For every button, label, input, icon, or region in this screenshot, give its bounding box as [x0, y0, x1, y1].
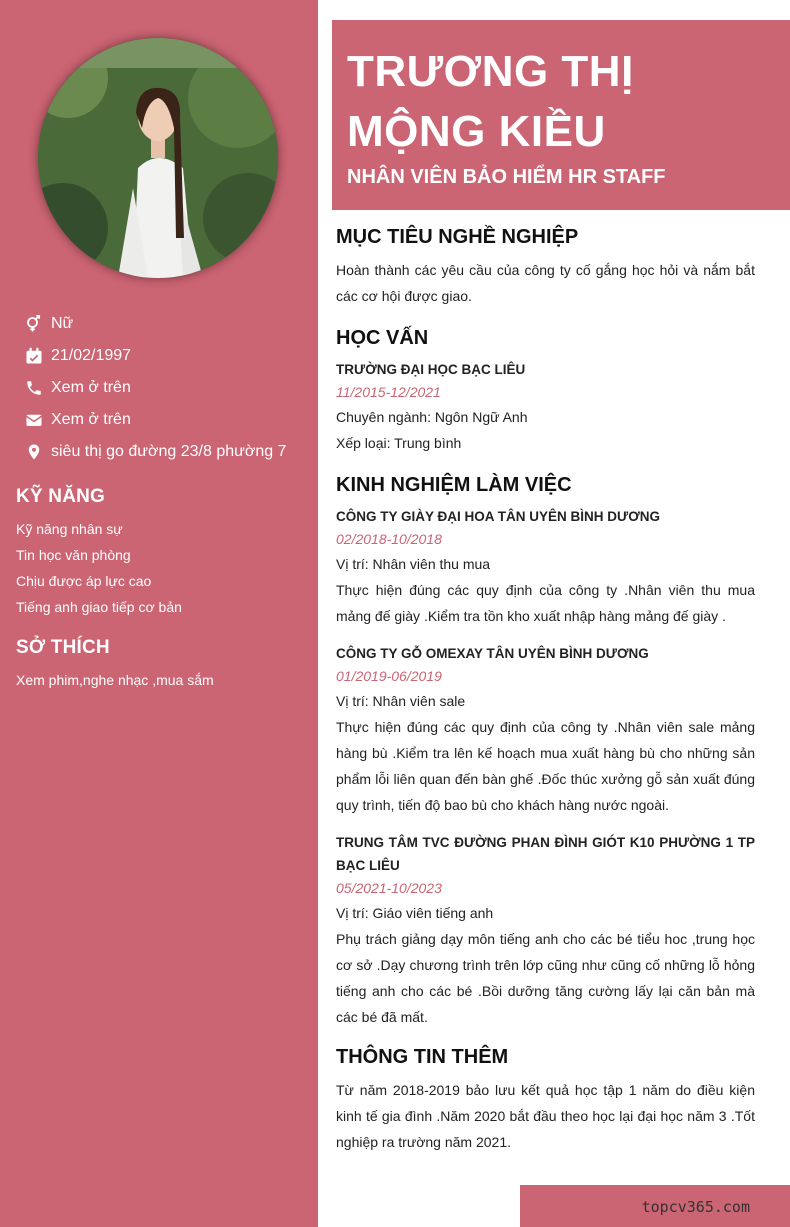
education-section [336, 327, 755, 456]
skill-item: Kỹ năng nhân sự [16, 521, 123, 537]
skills-section [16, 486, 311, 620]
candidate-name: TRƯƠNG THỊ MỘNG KIỀU [347, 47, 634, 156]
experience-section [336, 474, 755, 1030]
birthday-text: 21/02/1997 [51, 347, 132, 364]
job-position: Vị trí: Giáo viên tiếng anh [336, 905, 494, 921]
job-entry [336, 831, 755, 1030]
job-company: TRUNG TÂM TVC ĐƯỜNG PHAN ĐÌNH GIÓT K10 PHƯỜNG 1 TP BẠC LIÊU [336, 835, 755, 873]
portrait-photo [38, 38, 278, 278]
gender-text: Nữ [51, 315, 74, 332]
contact-birthday [24, 340, 314, 372]
education-title: HỌC VẤN [336, 327, 429, 349]
job-description: Thực hiện đúng các quy định của công ty .Nhân viên sale mảng hàng bù .Kiểm tra lên kế hoạch mua xuất hàng bù cho những sản phẩm lỗi liên quan đến bàn ghế .Đốc thúc xưởng gỗ sản xuất đúng quy trình, tiến độ bao bù cho khách hàng nước ngoài. [336, 719, 755, 813]
main-content [336, 226, 755, 1155]
contact-address [24, 436, 314, 468]
job-entry [336, 642, 755, 818]
avatar [38, 38, 278, 278]
phone-text: Xem ở trên [51, 379, 131, 396]
job-company: CÔNG TY GỖ OMEXAY TÂN UYÊN BÌNH DƯƠNG [336, 646, 649, 661]
skill-item: Tiếng anh giao tiếp cơ bản [16, 599, 182, 615]
address-text: siêu thị go đường 23/8 phường 7 [51, 443, 287, 460]
hobbies-section [16, 637, 311, 693]
job-company: CÔNG TY GIÀY ĐẠI HOA TÂN UYÊN BÌNH DƯƠNG [336, 509, 660, 524]
additional-text: Từ năm 2018-2019 bảo lưu kết quả học tập 1 năm do điều kiện kinh tế gia đình .Năm 2020 bắt đầu theo học lại đại học năm 3 .Tốt nghiệp ra trường năm 2021. [336, 1082, 755, 1150]
skill-item: Chịu được áp lực cao [16, 573, 152, 589]
job-title: NHÂN VIÊN BẢO HIỂM HR STAFF [347, 166, 666, 188]
watermark-text: topcv365.com [641, 1198, 750, 1216]
contact-phone [24, 372, 314, 404]
hobbies-text: Xem phim,nghe nhạc ,mua sắm [16, 672, 214, 688]
envelope-icon [24, 410, 44, 430]
skills-title: KỸ NĂNG [16, 486, 106, 507]
objective-section [336, 226, 755, 309]
education-major: Chuyên ngành: Ngôn Ngữ Anh [336, 409, 528, 425]
contact-email [24, 404, 314, 436]
hobbies-title: SỞ THÍCH [16, 637, 110, 658]
email-text: Xem ở trên [51, 411, 131, 428]
calendar-icon [24, 346, 44, 366]
job-description: Phụ trách giảng dạy môn tiếng anh cho các bé tiểu hoc ,trung học cơ sở .Dạy chương trình trên lớp cũng như cũng cố những lỗ hỏng tiếng anh cho các bé .Bồi dưỡng tăng cường lấy lại căn bản mà các bé đã mất. [336, 931, 755, 1025]
additional-title: THÔNG TIN THÊM [336, 1046, 509, 1068]
location-pin-icon [24, 442, 44, 462]
job-dates: 01/2019-06/2019 [336, 668, 442, 684]
contact-gender [24, 308, 314, 340]
additional-section [336, 1046, 755, 1155]
education-grade: Xếp loại: Trung bình [336, 435, 462, 451]
job-dates: 05/2021-10/2023 [336, 880, 442, 896]
objective-title: MỤC TIÊU NGHỀ NGHIỆP [336, 226, 579, 248]
header [332, 20, 790, 210]
footer-bar [520, 1185, 790, 1227]
skill-item: Tin học văn phòng [16, 547, 131, 563]
school-name: TRƯỜNG ĐẠI HỌC BẠC LIÊU [336, 362, 526, 377]
objective-text: Hoàn thành các yêu cầu của công ty cố gắng học hỏi và nắm bắt các cơ hội được giao. [336, 262, 755, 304]
job-position: Vị trí: Nhân viên sale [336, 693, 466, 709]
job-entry [336, 505, 755, 629]
education-dates: 11/2015-12/2021 [336, 384, 441, 400]
sidebar [0, 0, 318, 1227]
job-description: Thực hiện đúng các quy định của công ty .Nhân viên thu mua mảng đế giày .Kiểm tra tồn kho xuất nhập hàng mảng đế giày . [336, 582, 755, 624]
job-dates: 02/2018-10/2018 [336, 531, 442, 547]
phone-icon [24, 378, 44, 398]
experience-title: KINH NGHIỆM LÀM VIỆC [336, 474, 572, 496]
gender-icon [24, 314, 44, 334]
contact-list [24, 308, 314, 468]
job-position: Vị trí: Nhân viên thu mua [336, 556, 491, 572]
